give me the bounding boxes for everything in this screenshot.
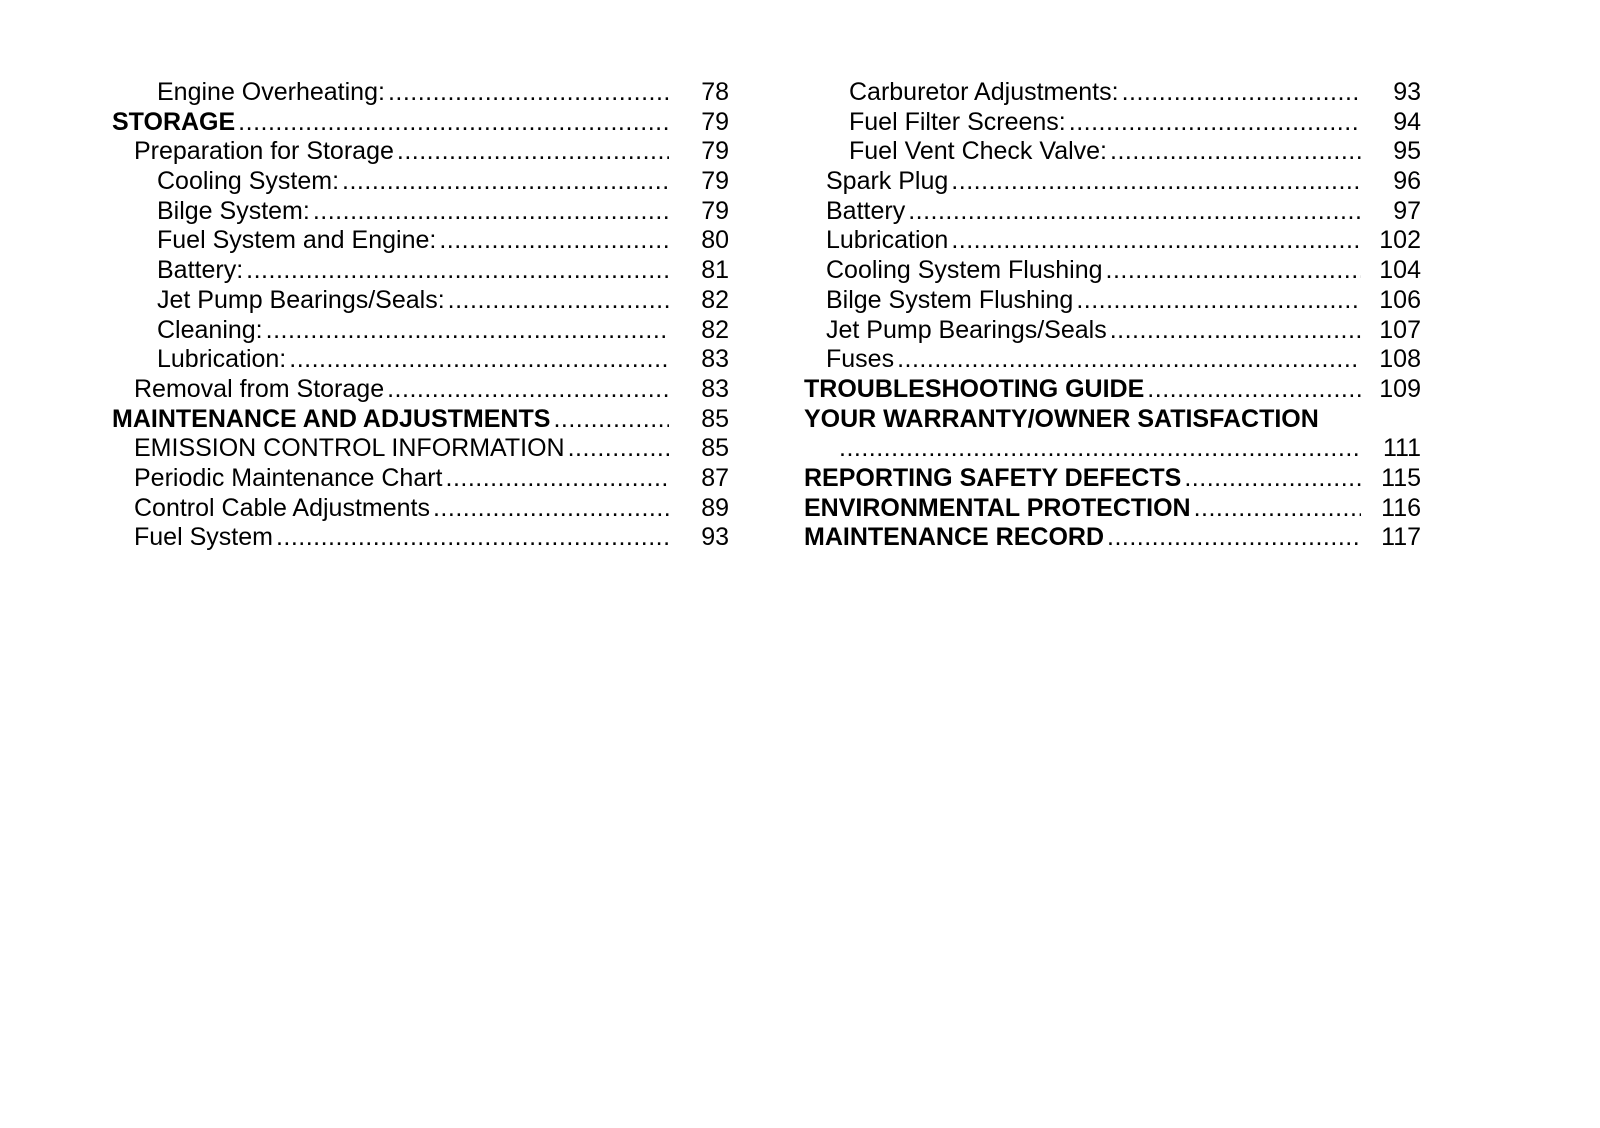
toc-entry[interactable] xyxy=(804,405,1421,435)
toc-dot-leader xyxy=(550,405,669,435)
toc-column-right xyxy=(804,78,1421,553)
toc-entry-title: EMISSION CONTROL INFORMATION xyxy=(134,434,565,463)
toc-entry[interactable] xyxy=(112,523,729,553)
toc-entry-title: Removal from Storage xyxy=(134,374,385,403)
toc-entry-leader xyxy=(826,345,1361,375)
toc-dot-leader xyxy=(905,197,1361,227)
toc-dot-leader xyxy=(243,256,669,286)
toc-entry[interactable] xyxy=(112,375,729,405)
toc-entry-leader xyxy=(157,78,669,108)
toc-entry-page-number: 82 xyxy=(701,285,729,314)
toc-entry[interactable] xyxy=(112,226,729,256)
toc-entry-leader xyxy=(134,494,669,524)
toc-entry[interactable] xyxy=(804,226,1421,256)
toc-entry[interactable] xyxy=(804,316,1421,346)
toc-entry-page-number: 93 xyxy=(701,523,729,552)
toc-entry[interactable] xyxy=(804,167,1421,197)
toc-entry[interactable] xyxy=(112,256,729,286)
toc-entry-title: Cooling System: xyxy=(157,167,340,196)
toc-dot-leader xyxy=(1191,494,1361,524)
toc-entry[interactable] xyxy=(112,286,729,316)
toc-entry-page-number: 79 xyxy=(701,196,729,225)
toc-entry[interactable] xyxy=(112,137,729,167)
toc-entry-page-number: 104 xyxy=(1379,256,1421,285)
toc-entry-title: MAINTENANCE AND ADJUSTMENTS xyxy=(112,404,551,433)
toc-dot-leader xyxy=(1104,523,1361,553)
toc-entry-title: Cooling System Flushing xyxy=(826,256,1103,285)
toc-entry-leader xyxy=(112,405,669,435)
toc-entry-title: Fuel System and Engine: xyxy=(157,226,437,255)
toc-entry-leader xyxy=(826,316,1361,346)
toc-entry[interactable] xyxy=(112,434,729,464)
toc-dot-leader xyxy=(948,226,1361,256)
toc-entry-leader xyxy=(826,226,1361,256)
toc-entry-page-number: 79 xyxy=(701,167,729,196)
toc-entry-leader xyxy=(157,256,669,286)
toc-entry-title: Fuel System xyxy=(134,523,273,552)
toc-entry-title: Battery xyxy=(826,196,906,225)
toc-entry-leader xyxy=(134,464,669,494)
toc-entry-leader xyxy=(157,226,669,256)
toc-dot-leader xyxy=(565,434,669,464)
toc-entry[interactable] xyxy=(804,286,1421,316)
toc-dot-leader xyxy=(894,345,1361,375)
toc-entry-title: STORAGE xyxy=(112,107,236,136)
toc-entry-page-number: 83 xyxy=(701,374,729,403)
toc-entry-title: Fuel Vent Check Valve: xyxy=(849,137,1108,166)
toc-dot-leader xyxy=(1107,137,1361,167)
toc-entry-leader xyxy=(804,375,1361,405)
toc-dot-leader xyxy=(1119,78,1361,108)
toc-entry-leader xyxy=(826,167,1361,197)
toc-entry-page-number: 115 xyxy=(1381,463,1421,492)
toc-entry-title: TROUBLESHOOTING GUIDE xyxy=(804,374,1145,403)
toc-entry[interactable] xyxy=(112,167,729,197)
toc-entry-page-number: 82 xyxy=(701,315,729,344)
toc-entry-leader xyxy=(849,137,1361,167)
toc-entry-page-number: 111 xyxy=(1382,434,1421,463)
toc-entry[interactable] xyxy=(112,405,729,435)
toc-entry-title: Preparation for Storage xyxy=(134,137,394,166)
toc-entry-leader xyxy=(157,197,669,227)
toc-entry-title: REPORTING SAFETY DEFECTS xyxy=(804,463,1182,492)
toc-entry-title: Carburetor Adjustments: xyxy=(849,78,1119,106)
toc-entry-title: YOUR WARRANTY/OWNER SATISFACTION xyxy=(804,404,1319,433)
toc-entry-title: Spark Plug xyxy=(826,167,949,196)
toc-dot-leader xyxy=(443,464,670,494)
toc-entry-leader xyxy=(134,137,669,167)
toc-entry[interactable] xyxy=(804,137,1421,167)
toc-entry-leader xyxy=(134,375,669,405)
toc-dot-leader xyxy=(235,108,669,138)
toc-entry-leader xyxy=(134,523,669,553)
toc-entry-page-number: 107 xyxy=(1379,315,1421,344)
toc-dot-leader xyxy=(384,375,669,405)
toc-entry-leader xyxy=(804,523,1361,553)
toc-entry-page-number: 102 xyxy=(1379,226,1421,255)
toc-dot-leader xyxy=(430,494,669,524)
toc-entry-title: Bilge System Flushing xyxy=(826,285,1074,314)
toc-entry-title: Fuses xyxy=(826,345,895,374)
toc-entry-leader xyxy=(804,434,1361,464)
toc-dot-leader xyxy=(1181,464,1361,494)
toc-entry-page-number: 78 xyxy=(701,78,729,106)
toc-entry[interactable] xyxy=(112,197,729,227)
toc-entry-leader xyxy=(157,345,669,375)
toc-dot-leader xyxy=(339,167,669,197)
toc-entry-title: MAINTENANCE RECORD xyxy=(804,523,1104,552)
toc-entry[interactable] xyxy=(112,345,729,375)
toc-entry-title: Battery: xyxy=(157,256,244,285)
toc-entry-page-number: 85 xyxy=(701,404,729,433)
toc-entry-page-number: 117 xyxy=(1381,523,1421,552)
toc-entry-leader xyxy=(826,197,1361,227)
toc-entry-title: Lubrication: xyxy=(157,345,287,374)
toc-entry-leader xyxy=(849,108,1361,138)
toc-dot-leader xyxy=(1144,375,1361,405)
toc-entry-page-number: 94 xyxy=(1393,107,1421,136)
toc-entry-title: Periodic Maintenance Chart xyxy=(134,463,443,492)
toc-dot-leader xyxy=(948,167,1361,197)
toc-entry-page-number: 85 xyxy=(701,434,729,463)
toc-entry-leader xyxy=(849,78,1361,108)
toc-entry-leader xyxy=(804,464,1361,494)
toc-entry-leader xyxy=(826,286,1361,316)
toc-entry-leader xyxy=(804,494,1361,524)
toc-entry[interactable] xyxy=(804,108,1421,138)
toc-entry-title: Lubrication xyxy=(826,226,949,255)
toc-dot-leader xyxy=(445,286,669,316)
toc-entry-title: Fuel Filter Screens: xyxy=(849,107,1066,136)
toc-entry-page-number: 106 xyxy=(1379,285,1421,314)
toc-dot-leader xyxy=(1103,256,1361,286)
toc-entry[interactable] xyxy=(804,78,1421,108)
toc-dot-leader xyxy=(1107,316,1361,346)
toc-entry[interactable] xyxy=(112,316,729,346)
toc-entry[interactable] xyxy=(804,345,1421,375)
toc-entry-page-number: 87 xyxy=(701,463,729,492)
toc-dot-leader xyxy=(310,197,669,227)
toc-entry-page-number: 83 xyxy=(701,345,729,374)
toc-entry-leader xyxy=(157,316,669,346)
toc-entry-leader xyxy=(804,405,1361,435)
toc-entry[interactable] xyxy=(804,523,1421,553)
toc-entry-title: Jet Pump Bearings/Seals xyxy=(826,315,1107,344)
toc-entry-leader xyxy=(826,256,1361,286)
toc-entry-page-number: 81 xyxy=(701,256,729,285)
toc-entry-leader xyxy=(112,108,669,138)
toc-entry-page-number: 89 xyxy=(701,493,729,522)
toc-entry-title: ENVIRONMENTAL PROTECTION xyxy=(804,493,1191,522)
toc-dot-leader xyxy=(286,345,669,375)
toc-entry[interactable] xyxy=(112,494,729,524)
toc-entry-page-number: 95 xyxy=(1393,137,1421,166)
toc-entry[interactable] xyxy=(804,197,1421,227)
toc-entry[interactable] xyxy=(804,494,1421,524)
toc-entry-page-number: 93 xyxy=(1393,78,1421,106)
toc-dot-leader xyxy=(394,137,669,167)
toc-entry-title: Cleaning: xyxy=(157,315,263,344)
toc-dot-leader xyxy=(273,523,669,553)
toc-entry-page-number: 97 xyxy=(1393,196,1421,225)
toc-entry[interactable] xyxy=(804,375,1421,405)
toc-dot-leader xyxy=(836,434,1361,464)
toc-entry-leader xyxy=(157,286,669,316)
toc-entry-page-number: 108 xyxy=(1379,345,1421,374)
toc-entry-page-number: 79 xyxy=(701,137,729,166)
toc-dot-leader xyxy=(436,226,669,256)
toc-entry-title: Bilge System: xyxy=(157,196,310,225)
toc-entry-title: Control Cable Adjustments xyxy=(134,493,430,522)
toc-entry-leader xyxy=(157,167,669,197)
toc-entry-page-number: 79 xyxy=(701,107,729,136)
toc-dot-leader xyxy=(385,78,669,108)
toc-entry-page-number: 109 xyxy=(1379,374,1421,403)
toc-entry-title: Engine Overheating: xyxy=(157,78,385,106)
toc-entry[interactable] xyxy=(804,434,1421,464)
toc-dot-leader xyxy=(1066,108,1361,138)
toc-entry-page-number: 96 xyxy=(1393,167,1421,196)
toc-entry-title: Jet Pump Bearings/Seals: xyxy=(157,285,445,314)
toc-entry[interactable] xyxy=(112,78,729,108)
toc-entry-page-number: 116 xyxy=(1381,493,1421,522)
toc-dot-leader xyxy=(1073,286,1361,316)
toc-entry[interactable] xyxy=(804,464,1421,494)
toc-dot-leader xyxy=(263,316,669,346)
toc-entry[interactable] xyxy=(112,464,729,494)
toc-column-left xyxy=(112,78,729,553)
toc-entry-leader xyxy=(134,434,669,464)
toc-entry-page-number: 80 xyxy=(701,226,729,255)
toc-entry[interactable] xyxy=(804,256,1421,286)
toc-entry[interactable] xyxy=(112,108,729,138)
